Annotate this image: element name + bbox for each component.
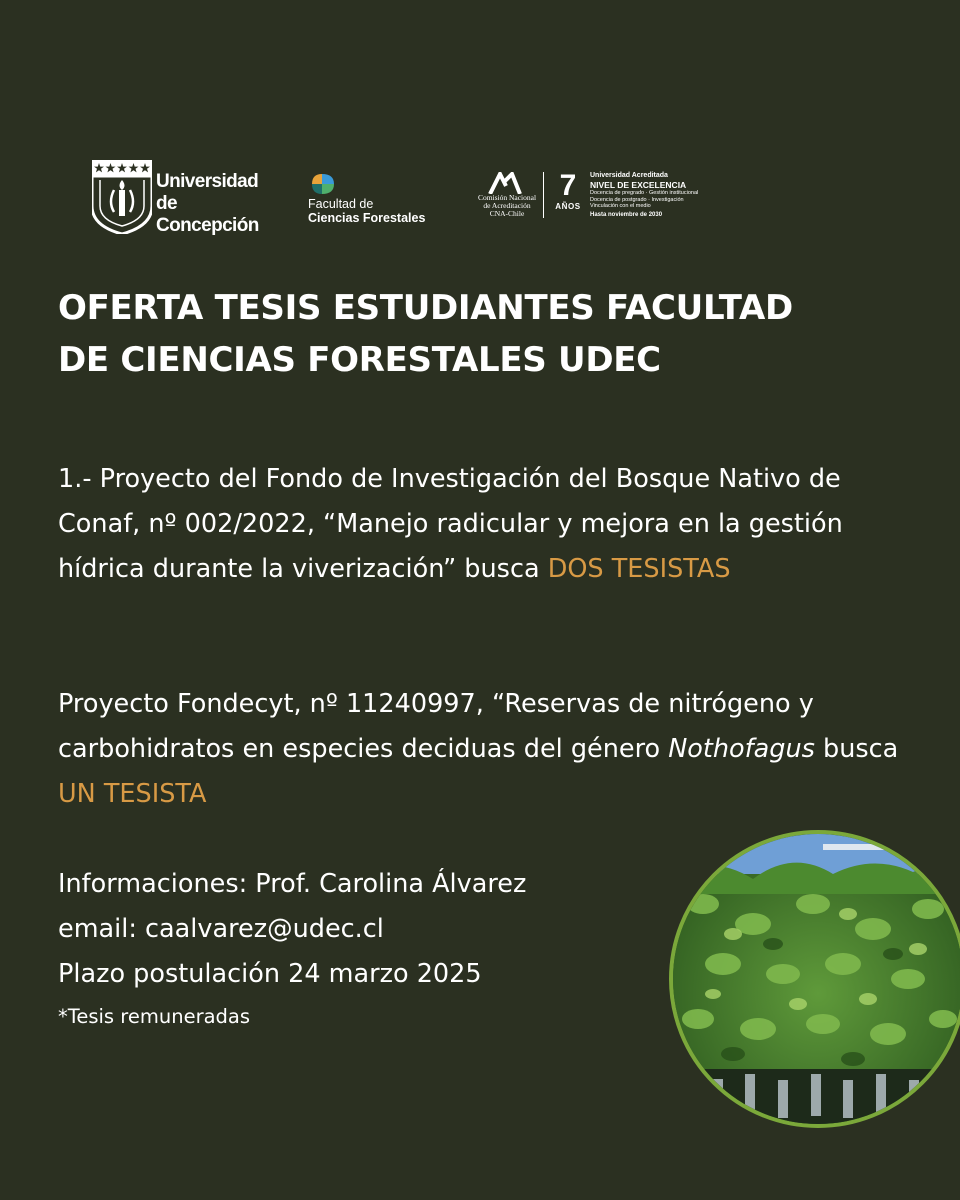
cna-name bbox=[472, 194, 542, 218]
fcf-leaf-icon bbox=[308, 172, 346, 196]
cna-years bbox=[549, 170, 587, 212]
cna-logo bbox=[472, 170, 712, 226]
contact-deadline: Plazo postulación 24 marzo 2025 bbox=[58, 959, 482, 989]
cna-divider bbox=[543, 172, 544, 218]
contact-info: Informaciones: Prof. Carolina Álvarez bbox=[58, 869, 527, 899]
cna-area1: Docencia de pregrado · Gestión institucional bbox=[590, 190, 699, 196]
cna-name-line2: de Acreditación bbox=[483, 201, 531, 210]
title-line1: OFERTA TESIS ESTUDIANTES FACULTAD bbox=[58, 288, 793, 328]
udec-logo bbox=[92, 160, 282, 236]
cna-years-number: 7 bbox=[559, 169, 577, 202]
project1-text: 1.- Proyecto del Fondo de Investigación del Bosque Nativo de Conaf, nº 002/2022, “Manejo radicular y mejora en la gestión hídrica durante la viverización” busca bbox=[58, 464, 843, 584]
fcf-line1: Facultad de bbox=[308, 197, 374, 211]
project2-genus: Nothofagus bbox=[668, 734, 815, 764]
fcf-logo bbox=[308, 172, 478, 225]
note: *Tesis remuneradas bbox=[58, 1005, 251, 1028]
cna-level: NIVEL DE EXCELENCIA bbox=[590, 180, 687, 190]
cna-name-line1: Comisión Nacional bbox=[477, 193, 537, 202]
page-title bbox=[58, 282, 918, 386]
plants-photo-image bbox=[673, 834, 960, 1124]
project2-text-after: busca bbox=[814, 734, 899, 764]
title-line2: DE CIENCIAS FORESTALES UDEC bbox=[58, 340, 661, 380]
cna-years-unit: AÑOS bbox=[555, 202, 581, 211]
cna-area3: Vinculación con el medio bbox=[590, 203, 651, 209]
cna-area2: Docencia de postgrado · Investigación bbox=[590, 196, 684, 203]
cna-mark-icon bbox=[488, 172, 524, 194]
project2-paragraph bbox=[58, 682, 918, 817]
cna-accredited: Universidad Acreditada bbox=[590, 172, 668, 179]
udec-line2: de Concepción bbox=[156, 193, 259, 236]
project1-highlight: DOS TESISTAS bbox=[547, 554, 731, 584]
logo-bar bbox=[92, 160, 712, 236]
project1-paragraph bbox=[58, 457, 918, 592]
fcf-name bbox=[308, 197, 425, 225]
project2-highlight: UN TESISTA bbox=[58, 779, 207, 809]
cna-until: Hasta noviembre de 2030 bbox=[590, 211, 663, 218]
udec-shield-icon bbox=[92, 160, 152, 234]
cna-detail bbox=[590, 172, 714, 219]
contact-email: email: caalvarez@udec.cl bbox=[58, 914, 384, 944]
fcf-line2: Ciencias Forestales bbox=[308, 211, 426, 225]
udec-name bbox=[156, 171, 282, 237]
project2-text-before: Proyecto Fondecyt, nº 11240997, “Reservas de nitrógeno y carbohidratos en especies deciduas del género bbox=[58, 689, 814, 764]
cna-name-line3: CNA-Chile bbox=[489, 209, 525, 218]
udec-line1: Universidad bbox=[156, 171, 259, 192]
plants-photo bbox=[669, 830, 960, 1128]
